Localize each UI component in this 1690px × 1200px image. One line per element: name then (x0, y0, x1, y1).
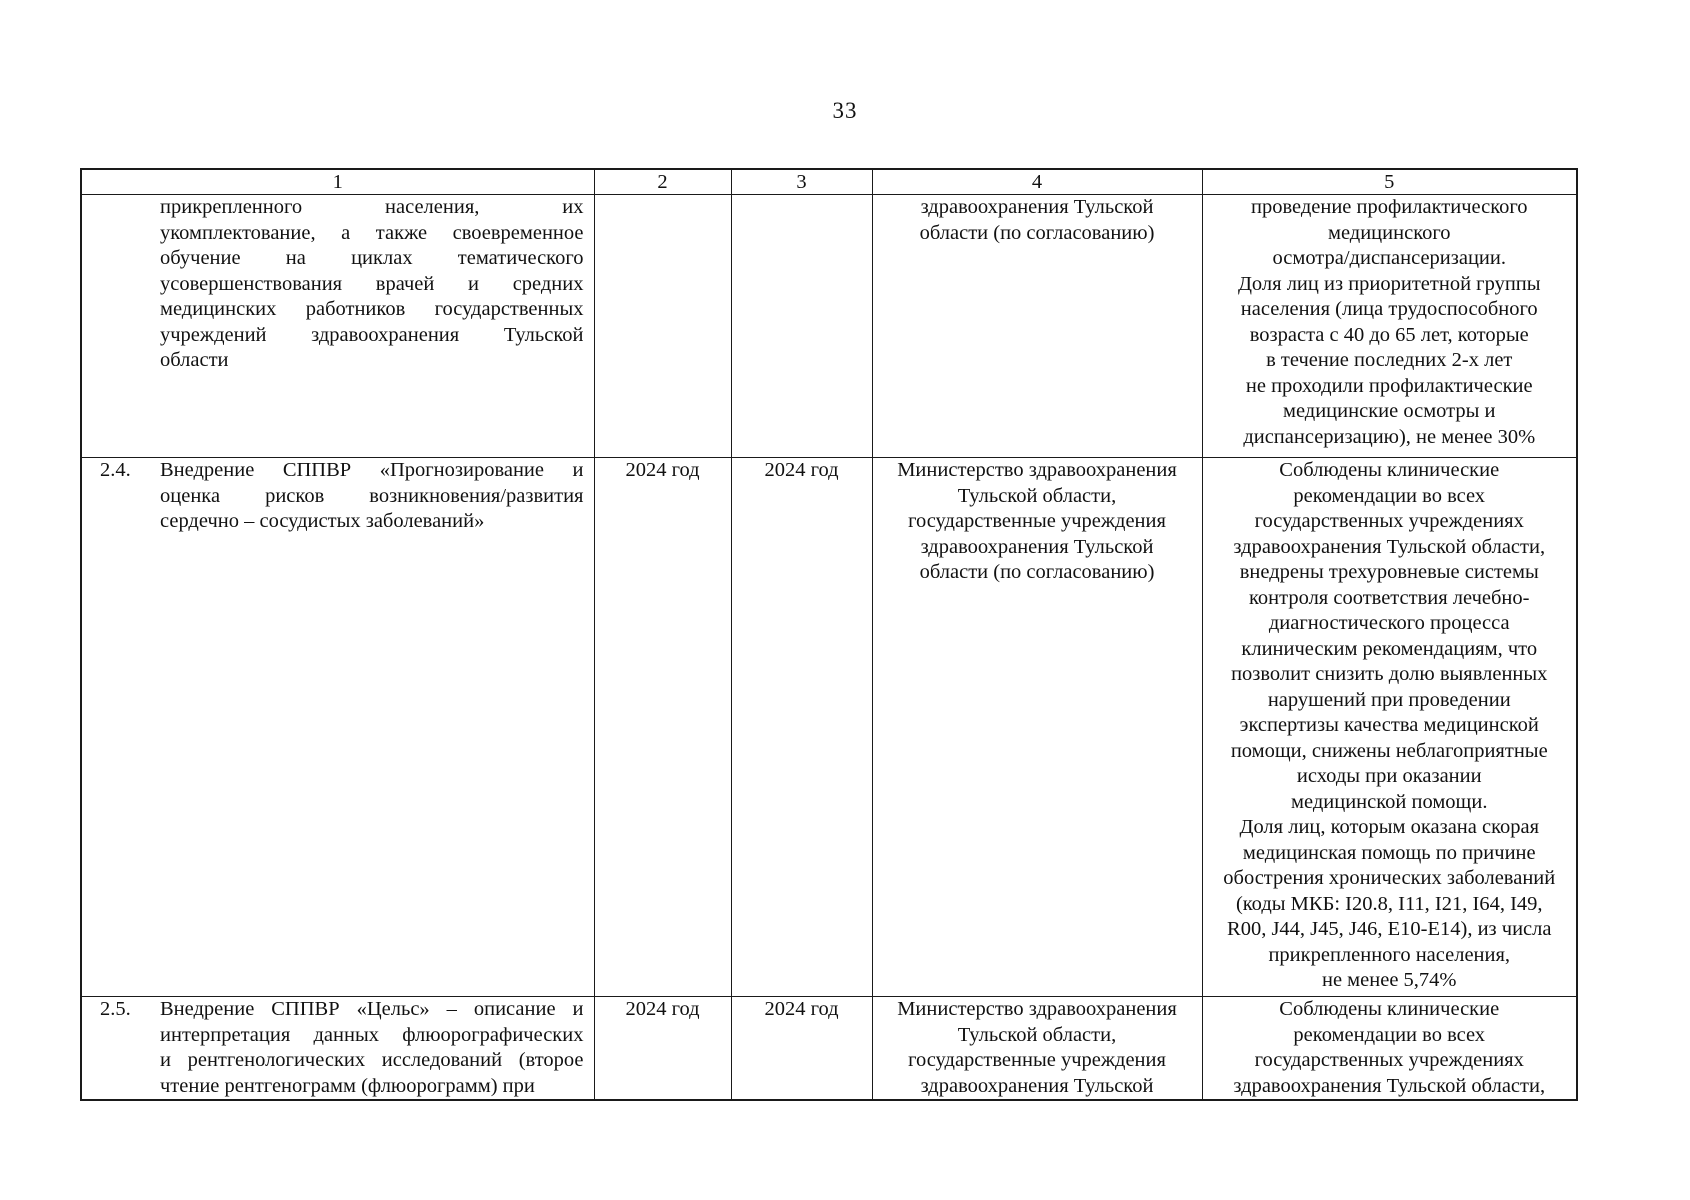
result-cell (1202, 458, 1577, 997)
result-line: в течение последних 2-х лет (1266, 349, 1513, 371)
description-line: учреждений здравоохранения Тульской (160, 323, 584, 346)
measure-description (160, 195, 594, 374)
end-date-cell: 2024 год (731, 458, 872, 997)
description-line: и рентгенологических исследований (второе (160, 1049, 584, 1071)
end-date-cell (731, 195, 872, 458)
result-line: медицинской помощи. (1291, 790, 1488, 813)
measure-cell (81, 997, 594, 1101)
result-line: не менее 5,74% (1321, 969, 1457, 991)
result-line: Доля лиц из приоритетной группы (1237, 272, 1541, 295)
result-line: медицинского (1327, 221, 1451, 244)
result-line: Соблюдены клинические (1279, 998, 1500, 1020)
result-line: исходы при оказании (1296, 765, 1482, 787)
measure-cell (81, 458, 594, 997)
result-line: экспертизы качества медицинской (1239, 714, 1539, 736)
responsible-line: государственные учреждения (908, 510, 1166, 532)
start-date-cell: 2024 год (594, 997, 731, 1101)
result-line: Доля лиц, которым оказана скорая (1239, 816, 1540, 838)
responsible-line: области (по согласованию) (919, 221, 1155, 244)
responsible-line: области (по согласованию) (919, 561, 1155, 583)
result-line: клиническим рекомендациям, что (1241, 637, 1538, 660)
result-line: государственных учреждениях (1254, 1049, 1524, 1071)
description-line: обучение на циклах тематического (160, 247, 584, 269)
start-date-cell (594, 195, 731, 458)
description-line: медицинских работников государственных (160, 298, 584, 320)
description-line: прикрепленного населения, их (160, 196, 584, 218)
result-cell (1202, 997, 1577, 1101)
row-number: 2.5. (100, 998, 131, 1020)
measure-cell (81, 195, 594, 458)
table-row (81, 997, 1577, 1101)
table-row (81, 195, 1577, 458)
result-line: медицинские осмотры и (1282, 400, 1496, 422)
header-col-4: 4 (872, 169, 1202, 195)
description-line: укомплектование, а также своевременное (160, 221, 584, 244)
responsible-line: Тульской области, (957, 1023, 1117, 1046)
description-line: усовершенствования врачей и средних (160, 272, 584, 295)
description-line: Внедрение СППВР «Цельс» – описание и (160, 998, 584, 1020)
result-line: проведение профилактического (1250, 196, 1528, 218)
result-line: диспансеризацию), не менее 30% (1243, 425, 1536, 448)
description-line: области (160, 349, 229, 371)
description-line: Внедрение СППВР «Прогнозирование и (160, 459, 584, 481)
result-line: возраста с 40 до 65 лет, которые (1249, 323, 1529, 346)
result-line: медицинская помощь по причине (1242, 841, 1536, 864)
result-line: Соблюдены клинические (1279, 459, 1500, 481)
row-number: 2.4. (100, 459, 131, 481)
responsible-line: здравоохранения Тульской (920, 535, 1154, 558)
responsible-cell (872, 997, 1202, 1101)
page-number: 33 (832, 98, 858, 123)
responsible-cell (872, 458, 1202, 997)
description-line: оценка рисков возникновения/развития (160, 484, 584, 507)
result-line: осмотра/диспансеризации. (1272, 247, 1506, 269)
responsible-line: государственные учреждения (908, 1049, 1166, 1071)
result-line: (коды МКБ: I20.8, I11, I21, I64, I49, (1235, 892, 1543, 915)
result-line: нарушений при проведении (1267, 688, 1511, 711)
measures-table (80, 168, 1578, 1101)
description-line: интерпретация данных флюорографических (160, 1023, 584, 1046)
result-line: обострения хронических заболеваний (1223, 867, 1556, 889)
table-row (81, 458, 1577, 997)
responsible-line: здравоохранения Тульской (920, 1074, 1154, 1097)
result-line: позволит снизить долю выявленных (1231, 663, 1548, 685)
result-line: контроля соответствия лечебно- (1249, 586, 1530, 609)
table-header-row (81, 169, 1577, 195)
result-line: рекомендации во всех (1293, 1023, 1486, 1046)
result-cell (1202, 195, 1577, 458)
header-col-2: 2 (594, 169, 731, 195)
result-line: здравоохранения Тульской области, (1233, 1074, 1546, 1097)
responsible-line: Министерство здравоохранения (897, 998, 1177, 1020)
responsible-line: Министерство здравоохранения (897, 459, 1177, 481)
result-line: прикрепленного населения, (1268, 943, 1511, 966)
result-line: внедрены трехуровневые системы (1239, 561, 1539, 583)
description-line: сердечно – сосудистых заболеваний» (160, 510, 485, 532)
table-body (81, 195, 1577, 1101)
result-line: не проходили профилактические (1245, 374, 1533, 397)
responsible-line: здравоохранения Тульской (920, 196, 1154, 218)
measure-description (160, 997, 594, 1099)
responsible-cell (872, 195, 1202, 458)
result-line: помощи, снижены неблагоприятные (1230, 739, 1548, 762)
result-line: диагностического процесса (1268, 612, 1510, 634)
responsible-line: Тульской области, (957, 484, 1117, 507)
result-line: здравоохранения Тульской области, (1233, 535, 1546, 558)
result-line: населения (лица трудоспособного (1240, 298, 1538, 320)
description-line: чтение рентгенограмм (флюорограмм) при (160, 1074, 535, 1097)
header-col-1: 1 (81, 169, 594, 195)
start-date-cell: 2024 год (594, 458, 731, 997)
result-line: R00, J44, J45, J46, E10-E14), из числа (1227, 918, 1552, 940)
end-date-cell: 2024 год (731, 997, 872, 1101)
result-line: рекомендации во всех (1293, 484, 1486, 507)
header-col-5: 5 (1202, 169, 1577, 195)
header-col-3: 3 (731, 169, 872, 195)
result-line: государственных учреждениях (1254, 510, 1524, 532)
measure-description (160, 458, 594, 535)
